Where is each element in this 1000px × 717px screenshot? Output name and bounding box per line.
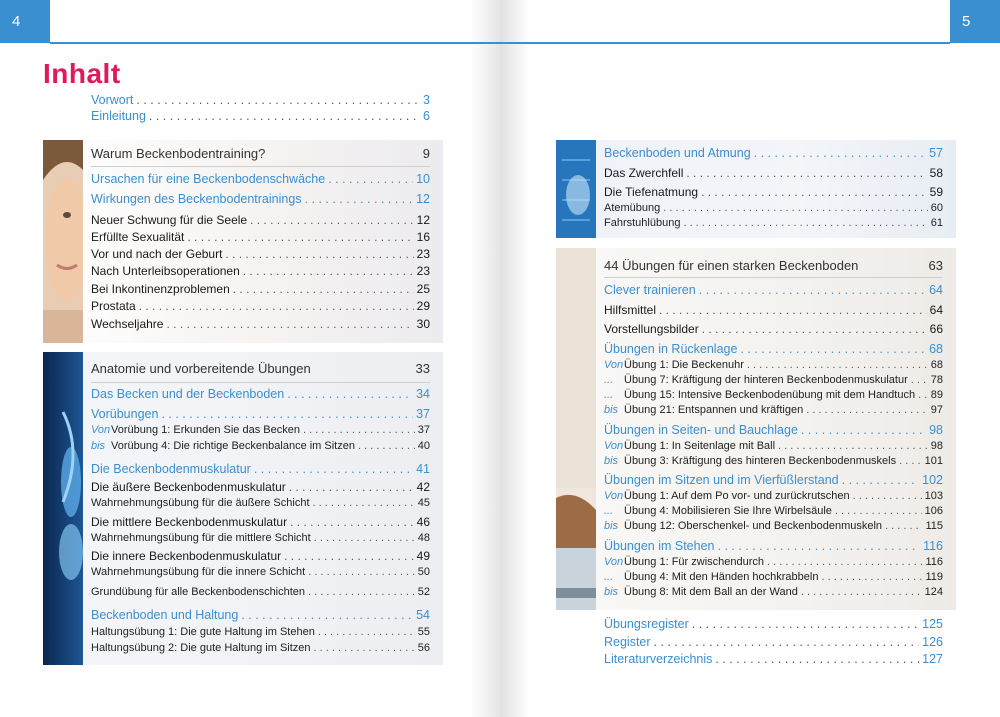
toc-entry-register[interactable]: Register . . . 126 — [604, 635, 943, 649]
toc-entry-vorwort[interactable]: Vorwort . . . 3 — [91, 93, 430, 107]
section-block-3 — [556, 140, 956, 238]
toc-entry[interactable]: bis Übung 8: Mit dem Ball an der Wand . . . 124 — [604, 586, 943, 598]
toc-entry[interactable]: Vor und nach der Geburt . . . 23 — [91, 247, 430, 261]
section-heading[interactable]: Warum Beckenbodentraining? 9 — [91, 146, 430, 161]
toc-entry[interactable]: Das Becken und der Beckenboden . . . 34 — [91, 387, 430, 401]
toc-entry[interactable]: Die äußere Beckenbodenmuskulatur . . . 42 — [91, 480, 430, 494]
toc-entry[interactable]: ... Übung 4: Mit den Händen hochkrabbeln . . . 119 — [604, 571, 943, 583]
toc-entry[interactable]: ... Übung 4: Mobilisieren Sie Ihre Wirbelsäule . . . 106 — [604, 505, 943, 517]
toc-entry[interactable]: Wahrnehmungsübung für die mittlere Schicht . . . 48 — [91, 532, 430, 544]
toc-entry[interactable]: Vorübungen . . . 37 — [91, 407, 430, 421]
toc-entry[interactable]: Erfüllte Sexualität . . . 16 — [91, 230, 430, 244]
toc-entry[interactable]: Vorstellungsbilder . . . 66 — [604, 322, 943, 336]
toc-entry[interactable]: Wahrnehmungsübung für die äußere Schicht . . . 45 — [91, 497, 430, 509]
toc-entry[interactable]: bis Übung 12: Oberschenkel- und Beckenbodenmuskeln . . . 115 — [604, 520, 943, 532]
toc-entry-literaturverzeichnis[interactable]: Literaturverzeichnis . . . 127 — [604, 652, 943, 666]
toc-entry[interactable]: ... Übung 15: Intensive Beckenbodenübung mit dem Handtuch . . . 89 — [604, 389, 943, 401]
toc-entry[interactable]: Grundübung für alle Beckenbodenschichten . . . 52 — [91, 586, 430, 598]
section-block-1 — [43, 140, 443, 343]
toc-entry[interactable]: Haltungsübung 1: Die gute Haltung im Stehen . . . 55 — [91, 626, 430, 638]
header-rule — [50, 42, 500, 44]
toc-entry[interactable]: Das Zwerchfell . . . 58 — [604, 166, 943, 180]
toc-entry[interactable]: Fahrstuhlübung . . . 61 — [604, 217, 943, 229]
toc-entry[interactable]: Hilfsmittel . . . 64 — [604, 303, 943, 317]
toc-entry[interactable]: VonÜbung 1: In Seitenlage mit Ball . . . 98 — [604, 440, 943, 452]
toc-entry[interactable]: bis Übung 21: Entspannen und kräftigen . . . 97 — [604, 404, 943, 416]
toc-entry[interactable]: Die Beckenbodenmuskulatur . . . 41 — [91, 462, 430, 476]
toc-entry[interactable]: VonÜbung 1: Die Beckenuhr . . . 68 — [604, 359, 943, 371]
toc-entry[interactable]: Ursachen für eine Beckenbodenschwäche . . . 10 — [91, 172, 430, 186]
toc-entry[interactable]: Die mittlere Beckenbodenmuskulatur . . . 46 — [91, 515, 430, 529]
toc-entry[interactable]: Clever trainieren . . . 64 — [604, 283, 943, 297]
toc-entry[interactable]: bis Vorübung 4: Die richtige Beckenbalance im Sitzen . . . 40 — [91, 440, 430, 452]
toc-entry[interactable]: Die innere Beckenbodenmuskulatur . . . 49 — [91, 549, 430, 563]
page-number-left: 4 — [0, 0, 50, 43]
toc-entry[interactable]: Die Tiefenatmung . . . 59 — [604, 185, 943, 199]
toc-entry[interactable]: Beckenboden und Atmung . . . 57 — [604, 146, 943, 160]
toc-entry[interactable]: VonVorübung 1: Erkunden Sie das Becken . . . 37 — [91, 424, 430, 436]
toc-entry[interactable]: Bei Inkontinenzproblemen . . . 25 — [91, 282, 430, 296]
section-heading[interactable]: Anatomie und vorbereitende Übungen 33 — [91, 361, 430, 376]
section-block-2 — [43, 352, 443, 665]
gutter-shadow — [470, 0, 500, 717]
toc-entry[interactable]: ... Übung 7: Kräftigung der hinteren Beckenbodenmuskulatur . . . 78 — [604, 374, 943, 386]
toc-entry-uebungsregister[interactable]: Übungsregister . . . 125 — [604, 617, 943, 631]
pelvis-anatomy-image — [43, 352, 83, 665]
gutter-shadow — [500, 0, 530, 717]
exercise-photo — [556, 248, 596, 610]
header-rule — [500, 42, 950, 44]
toc-entry[interactable]: VonÜbung 1: Auf dem Po vor- und zurückrutschen . . . 103 — [604, 490, 943, 502]
breathing-anatomy-image — [556, 140, 596, 238]
toc-entry[interactable]: Haltungsübung 2: Die gute Haltung im Sitzen . . . 56 — [91, 642, 430, 654]
divider — [91, 382, 430, 383]
toc-entry[interactable]: Übungen in Rückenlage . . . 68 — [604, 342, 943, 356]
page-number-right: 5 — [950, 0, 1000, 43]
toc-entry[interactable]: Wechseljahre . . . 30 — [91, 317, 430, 331]
toc-entry[interactable]: Übungen im Sitzen und im Vierfüßlerstand . . . 102 — [604, 473, 943, 487]
toc-entry[interactable]: VonÜbung 1: Für zwischendurch . . . 116 — [604, 556, 943, 568]
divider — [604, 277, 943, 278]
toc-entry[interactable]: Übungen im Stehen . . . 116 — [604, 539, 943, 553]
toc-title: Inhalt — [43, 58, 121, 89]
toc-entry[interactable]: Beckenboden und Haltung . . . 54 — [91, 608, 430, 622]
woman-face-photo — [43, 140, 83, 343]
right-page — [500, 0, 1000, 717]
divider — [91, 166, 430, 167]
toc-entry[interactable]: Neuer Schwung für die Seele . . . 12 — [91, 213, 430, 227]
toc-entry[interactable]: Atemübung . . . 60 — [604, 202, 943, 214]
section-block-4 — [556, 248, 956, 610]
toc-entry[interactable]: Übungen in Seiten- und Bauchlage . . . 98 — [604, 423, 943, 437]
toc-entry[interactable]: bis Übung 3: Kräftigung des hinteren Beckenbodenmuskels . . . 101 — [604, 455, 943, 467]
toc-entry[interactable]: Prostata . . . 29 — [91, 299, 430, 313]
toc-entry-einleitung[interactable]: Einleitung . . . 6 — [91, 109, 430, 123]
section-heading[interactable]: 44 Übungen für einen starken Beckenboden 63 — [604, 258, 943, 273]
toc-entry[interactable]: Wahrnehmungsübung für die innere Schicht . . . 50 — [91, 566, 430, 578]
toc-entry[interactable]: Nach Unterleibsoperationen . . . 23 — [91, 264, 430, 278]
toc-entry[interactable]: Wirkungen des Beckenbodentrainings . . . 12 — [91, 192, 430, 206]
